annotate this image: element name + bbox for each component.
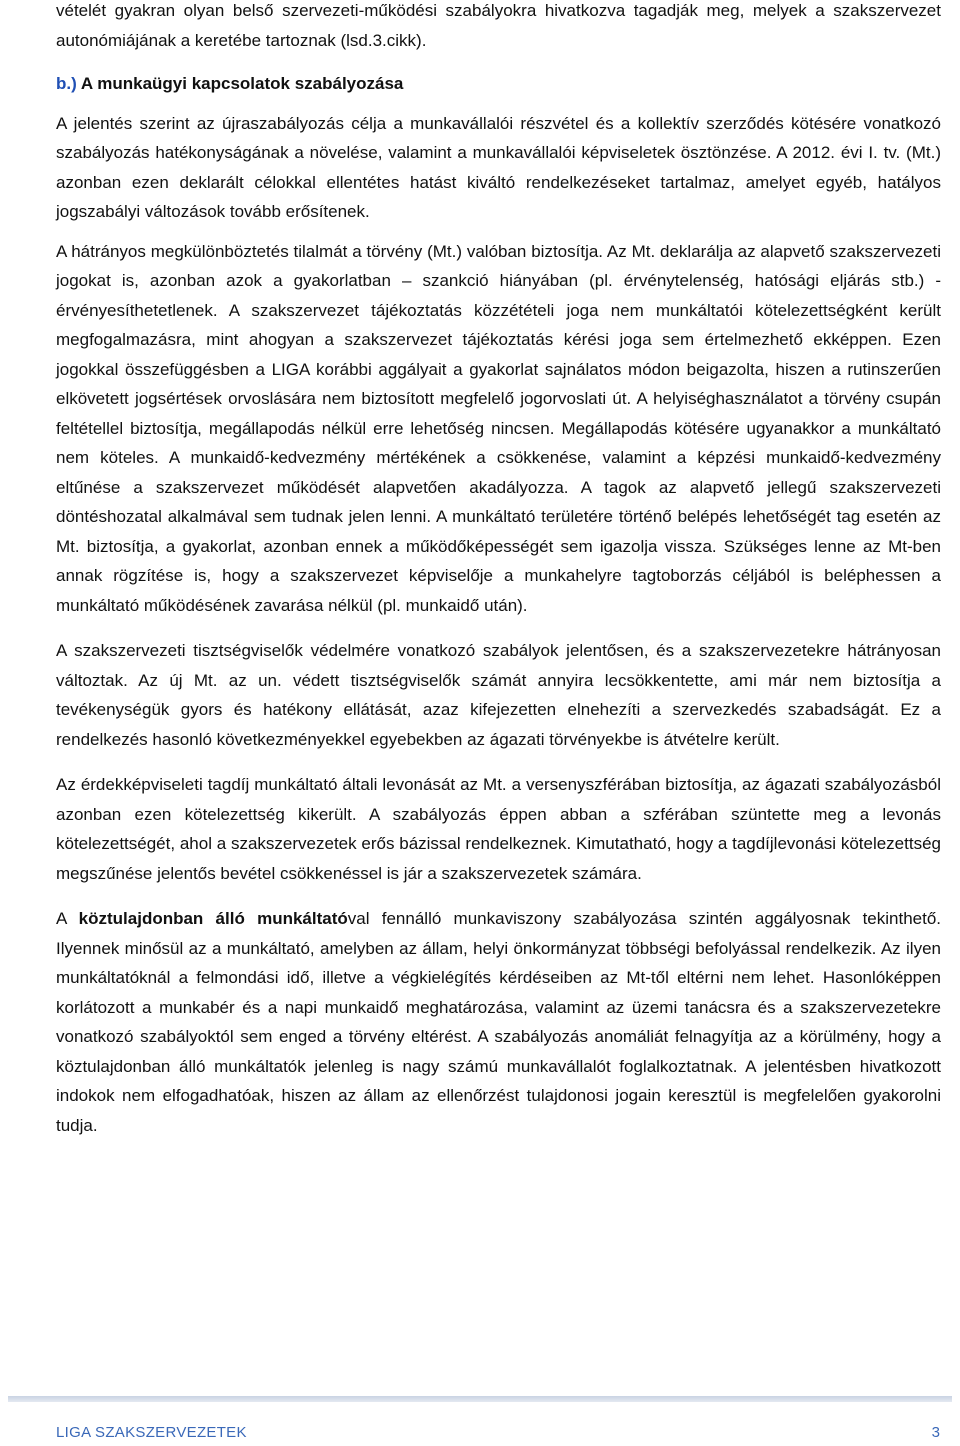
paragraph-2: A hátrányos megkülönböztetés tilalmát a törvény (Mt.) valóban biztosítja. Az Mt. deklarálja az alapvető szakszervezeti jogokat is, azonban azok a gyakorlatban – szankció hiányában (pl. érvénytelenség, hatósági eljárás stb.) - érvényesíthetetlenek. A szakszervezet tájékoztatás közzétételi joga nem munkáltatói kötelezettségként került megfogalmazásra, mint ahogyan a szakszervezet tájékoztatás kérési joga sem értelmezhető ekképpen. Ezen jogokkal összefüggésben a LIGA korábbi aggályait a gyakorlat sajnálatos módon beigazolta, hiszen a rutinszerűen elkövetett jogsértések orvoslására nem biztosított megfelelő jogorvoslati út. A helyiséghasználatot a törvény csupán feltétellel biztosítja, megállapodás nélkül erre lehetőség nincsen. Megállapodás kötésére ugyanakkor a munkáltató nem köteles. A munkaidő-kedvezmény mértékének a csökkenése, valamint a képzési munkaidő-kedvezmény eltűnése a szakszervezet működését alapvetően akadályozza. A tagok az alapvető jellegű szakszervezeti döntéshozatal alkalmával sem tudnak jelen lenni. A munkáltató területére történő belépés lehetőségét tag esetén az Mt. biztosítja, a gyakorlat, azonban ennek a működőképességét sem igazolja vissza. Szükséges lenne az Mt-ben annak rögzítése is, hogy a szakszervezet képviselője a munkahelyre tagtoborzás céljából is beléphessen a munkáltató működésének zavarása nélkül (pl. munkaidő után). (56, 241, 941, 615)
section-heading (56, 69, 941, 99)
footer-organization: LIGA SZAKSZERVEZETEK (56, 1424, 247, 1441)
footer-divider (8, 1396, 952, 1402)
section-number: b.) (56, 74, 77, 93)
paragraph-5-bold: köztulajdonban álló munkáltató (78, 909, 348, 928)
paragraph-5-prefix: A (56, 909, 79, 928)
paragraph-5 (56, 904, 941, 1140)
paragraph-3: A szakszervezeti tisztségviselők védelmére vonatkozó szabályok jelentősen, és a szakszervezetekre hátrányosan változtak. Az új Mt. az un. védett tisztségviselők számát annyira lecsökkentette, ami már nem biztosítja a tevékenységük gyors és hatékony ellátását, azaz kifejezetten elnehezíti a szervezkedés szabadságát. Ez a rendelkezés hasonló következményekkel egyebekben az ágazati törvényekbe is átvételre került. (56, 641, 941, 749)
paragraph-4: Az érdekképviseleti tagdíj munkáltató általi levonását az Mt. a versenyszférában biztosítja, az ágazati szabályozásból azonban ezen kötelezettség kikerült. A szabályozás éppen abban a szférában szüntette meg a levonás kötelezettségét, ahol a szakszervezetek erős bázissal rendelkeznek. Kimutatható, hogy a tagdíjlevonási kötelezettség megszűnése jelentős bevétel csökkenéssel is jár a szakszervezetek számára. (56, 775, 941, 883)
paragraph-5-rest: val fennálló munkaviszony szabályozása szintén aggályosnak tekinthető. Ilyennek minősül az a munkáltató, amelyben az állam, helyi önkormányzat többségi befolyással rendelkezik. Az ilyen munkáltatóknál a felmondási idő, illetve a végkielégítés kérdéseiben az Mt-től eltérni nem lehet. Hasonlóképpen korlátozott a munkabér és a napi munkaidő meghatározása, valamint az üzemi tanácsra és a szakszervezetekre vonatkozó szabályoktól sem enged a törvény eltérést. A szabályozás anomáliát felnagyítja az a körülmény, hogy a köztulajdonban álló munkáltatók jelenleg is nagy számú munkavállalót foglalkoztatnak. A jelentésben hivatkozott indokok nem elfogadhatóak, hiszen az állam az ellenőrzést tulajdonosi jogain keresztül is megfelelően gyakorolni tudja. (56, 909, 942, 1135)
footer-page-number: 3 (931, 1424, 940, 1441)
document-page (56, 0, 941, 1140)
intro-paragraph: vételét gyakran olyan belső szervezeti-működési szabályokra hivatkozva tagadják meg, melyek a szakszervezet autonómiájának a keretébe tartoznak (lsd.3.cikk). (56, 1, 941, 50)
paragraph-1: A jelentés szerint az újraszabályozás célja a munkavállalói részvétel és a kollektív szerződés kötésére vonatkozó szabályozás hatékonyságának a növelése, valamint a munkavállalói képviseletek ösztönzése. A 2012. évi I. tv. (Mt.) azonban ezen deklarált célokkal ellentétes hatást kiváltó rendelkezéseket tartalmaz, amelyet egyéb, hatályos jogszabályi változások tovább erősítenek. (56, 113, 941, 221)
section-title: A munkaügyi kapcsolatok szabályozása (76, 74, 404, 93)
